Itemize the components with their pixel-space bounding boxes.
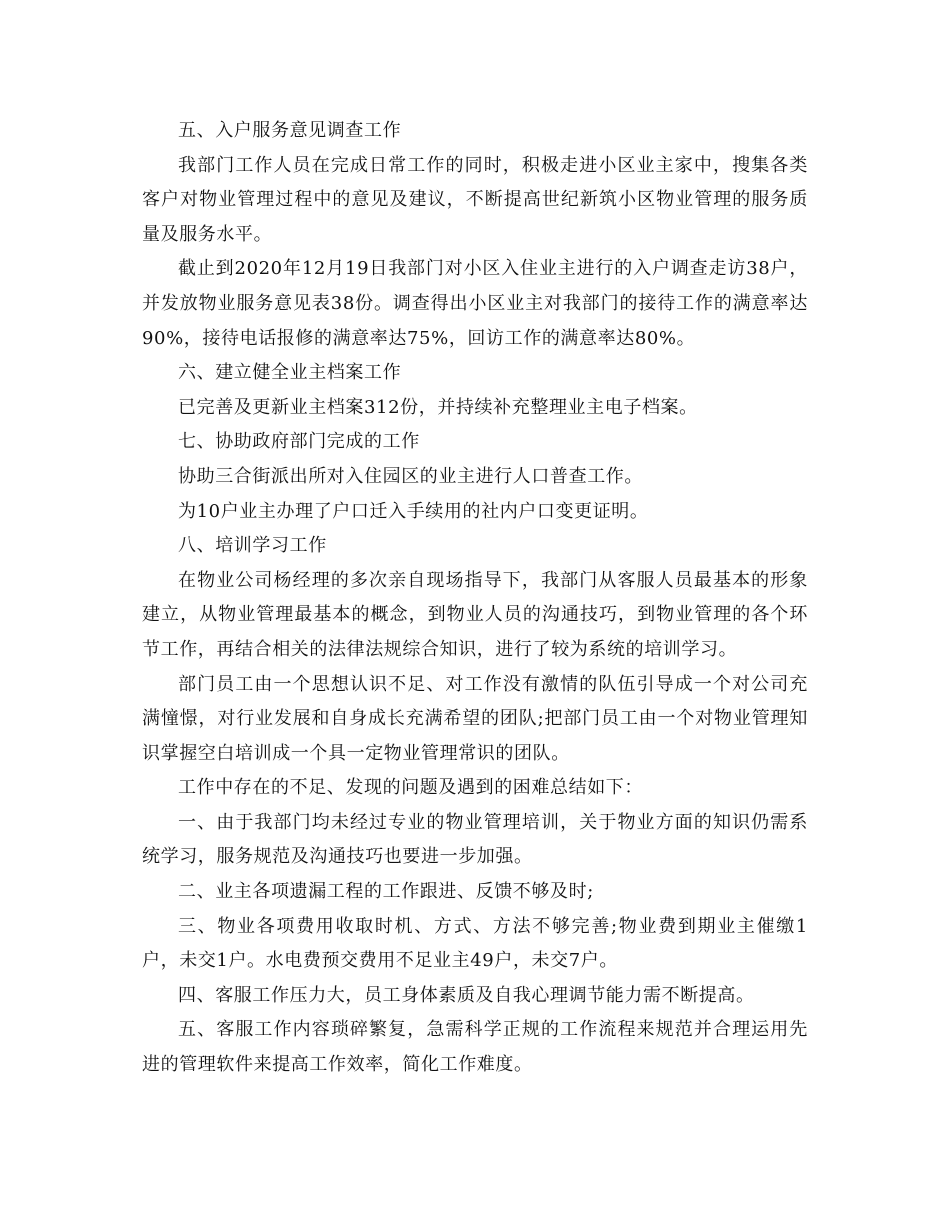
paragraph: 为10户业主办理了户口迁入手续用的社内户口变更证明。 bbox=[178, 500, 649, 522]
section-heading-7: 七、协助政府部门完成的工作 bbox=[178, 431, 420, 453]
paragraph: 在物业公司杨经理的多次亲自现场指导下，我部门从客服人员最基本的形象建立，从物业管理最基本的概念，到物业人员的沟通技巧，到物业管理的各个环节工作，再结合相关的法律法规综合知识，进行了较为系统的培训学习。 bbox=[142, 569, 808, 660]
section-heading-6: 六、建立健全业主档案工作 bbox=[178, 362, 402, 384]
paragraph: 三、物业各项费用收取时机、方式、方法不够完善;物业费到期业主催缴1户，未交1户。水电费预交费用不足业主49户，未交7户。 bbox=[142, 915, 808, 972]
paragraph: 五、客服工作内容琐碎繁复，急需科学正规的工作流程来规范并合理运用先进的管理软件来提高工作效率，简化工作难度。 bbox=[142, 1019, 808, 1076]
section-heading-8: 八、培训学习工作 bbox=[178, 535, 327, 557]
document-body bbox=[142, 114, 808, 1083]
paragraph: 工作中存在的不足、发现的问题及遇到的困难总结如下： bbox=[178, 777, 643, 799]
paragraph: 已完善及更新业主档案312份，并持续补充整理业主电子档案。 bbox=[178, 396, 698, 418]
paragraph: 协助三合街派出所对入住园区的业主进行人口普查工作。 bbox=[178, 465, 643, 487]
section-heading-5: 五、入户服务意见调查工作 bbox=[178, 120, 402, 141]
paragraph: 我部门工作人员在完成日常工作的同时，积极走进小区业主家中，搜集各类客户对物业管理过程中的意见及建议，不断提高世纪新筑小区物业管理的服务质量及服务水平。 bbox=[142, 154, 808, 245]
paragraph: 二、业主各项遗漏工程的工作跟进、反馈不够及时; bbox=[178, 881, 594, 903]
paragraph: 部门员工由一个思想认识不足、对工作没有激情的队伍引导成一个对公司充满憧憬，对行业发展和自身成长充满希望的团队;把部门员工由一个对物业管理知识掌握空白培训成一个具一定物业管理常识的团队。 bbox=[142, 673, 808, 764]
paragraph: 四、客服工作压力大，员工身体素质及自我心理调节能力需不断提高。 bbox=[178, 984, 755, 1006]
paragraph: 一、由于我部门均未经过专业的物业管理培训，关于物业方面的知识仍需系统学习，服务规范及沟通技巧也要进一步加强。 bbox=[142, 811, 808, 868]
paragraph: 截止到2020年12月19日我部门对小区入住业主进行的入户调查走访38户，并发放物业服务意见表38份。调查得出小区业主对我部门的接待工作的满意率达90%，接待电话报修的满意率达75%，回访工作的满意率达80%。 bbox=[142, 258, 808, 349]
